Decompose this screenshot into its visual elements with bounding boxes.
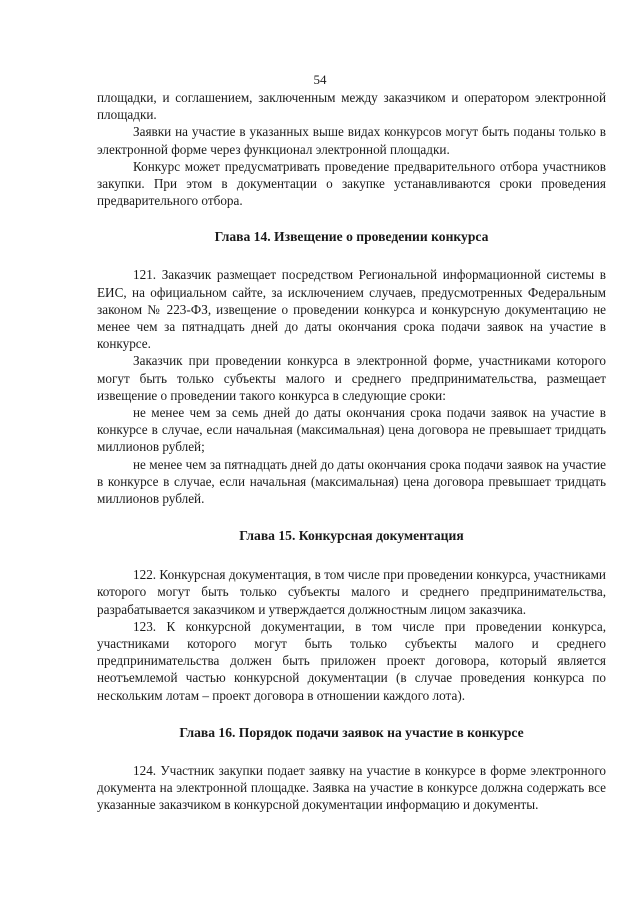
chapter-14-paragraph-2: Заказчик при проведении конкурса в электронной форме, участниками которого могут быть только субъекты малого и среднего предпринимательства, размещает извещение о проведении такого конкурса в следующие сроки: — [97, 353, 606, 403]
chapter-15-paragraph-122: 122. Конкурсная документация, в том числе при проведении конкурса, участниками которого могут быть только субъекты малого и среднего предпринимательства, разрабатывается заказчиком и утверждается должностным лицом заказчика. — [97, 567, 606, 617]
chapter-14-paragraph-3: не менее чем за семь дней до даты окончания срока подачи заявок на участие в конкурсе в случае, если начальная (максимальная) цена договора не превышает тридцать миллионов рублей; — [97, 405, 606, 455]
chapter-14-heading: Глава 14. Извещение о проведении конкурса — [214, 229, 489, 245]
chapter-14-paragraph-121: 121. Заказчик размещает посредством Региональной информационной системы в ЕИС, на официальном сайте, за исключением случаев, предусмотренных Федеральным законом № 223-ФЗ, извещение о проведении конкурса и конкурсную документацию не менее чем за пятнадцать дней до даты окончания срока подачи заявок на участие в конкурсе. — [97, 267, 606, 352]
intro-paragraph-1: площадки, и соглашением, заключенным между заказчиком и оператором электронной площадки. — [97, 90, 606, 123]
chapter-14-paragraph-4: не менее чем за пятнадцать дней до даты окончания срока подачи заявок на участие в конкурсе в случае, если начальная (максимальная) цена договора превышает тридцать миллионов рублей. — [97, 456, 606, 507]
chapter-15-heading: Глава 15. Конкурсная документация — [239, 528, 464, 544]
chapter-16-heading: Глава 16. Порядок подачи заявок на участие в конкурсе — [179, 724, 524, 740]
page-number: 54 — [313, 72, 327, 87]
chapter-15-paragraph-123: 123. К конкурсной документации, в том числе при проведении конкурса, участниками которого могут быть только субъекты малого и среднего предпринимательства должен быть приложен проект договора, который является неотъемлемой частью конкурсной документации (в случае проведения конкурса по нескольким лотам – проект договора в отношении каждого лота). — [97, 618, 606, 703]
intro-paragraph-2: Заявки на участие в указанных выше видах конкурсов могут быть поданы только в электронной форме через функционал электронной площадки. — [97, 124, 606, 157]
intro-paragraph-3: Конкурс может предусматривать проведение предварительного отбора участников закупки. При этом в документации о закупке устанавливаются сроки проведения предварительного отбора. — [97, 158, 606, 209]
document-body — [97, 89, 606, 814]
chapter-16-paragraph-124: 124. Участник закупки подает заявку на участие в конкурсе в форме электронного документа на электронной площадке. Заявка на участие в конкурсе должна содержать все указанные заказчиком в конкурсной документации информацию и документы. — [97, 762, 606, 813]
